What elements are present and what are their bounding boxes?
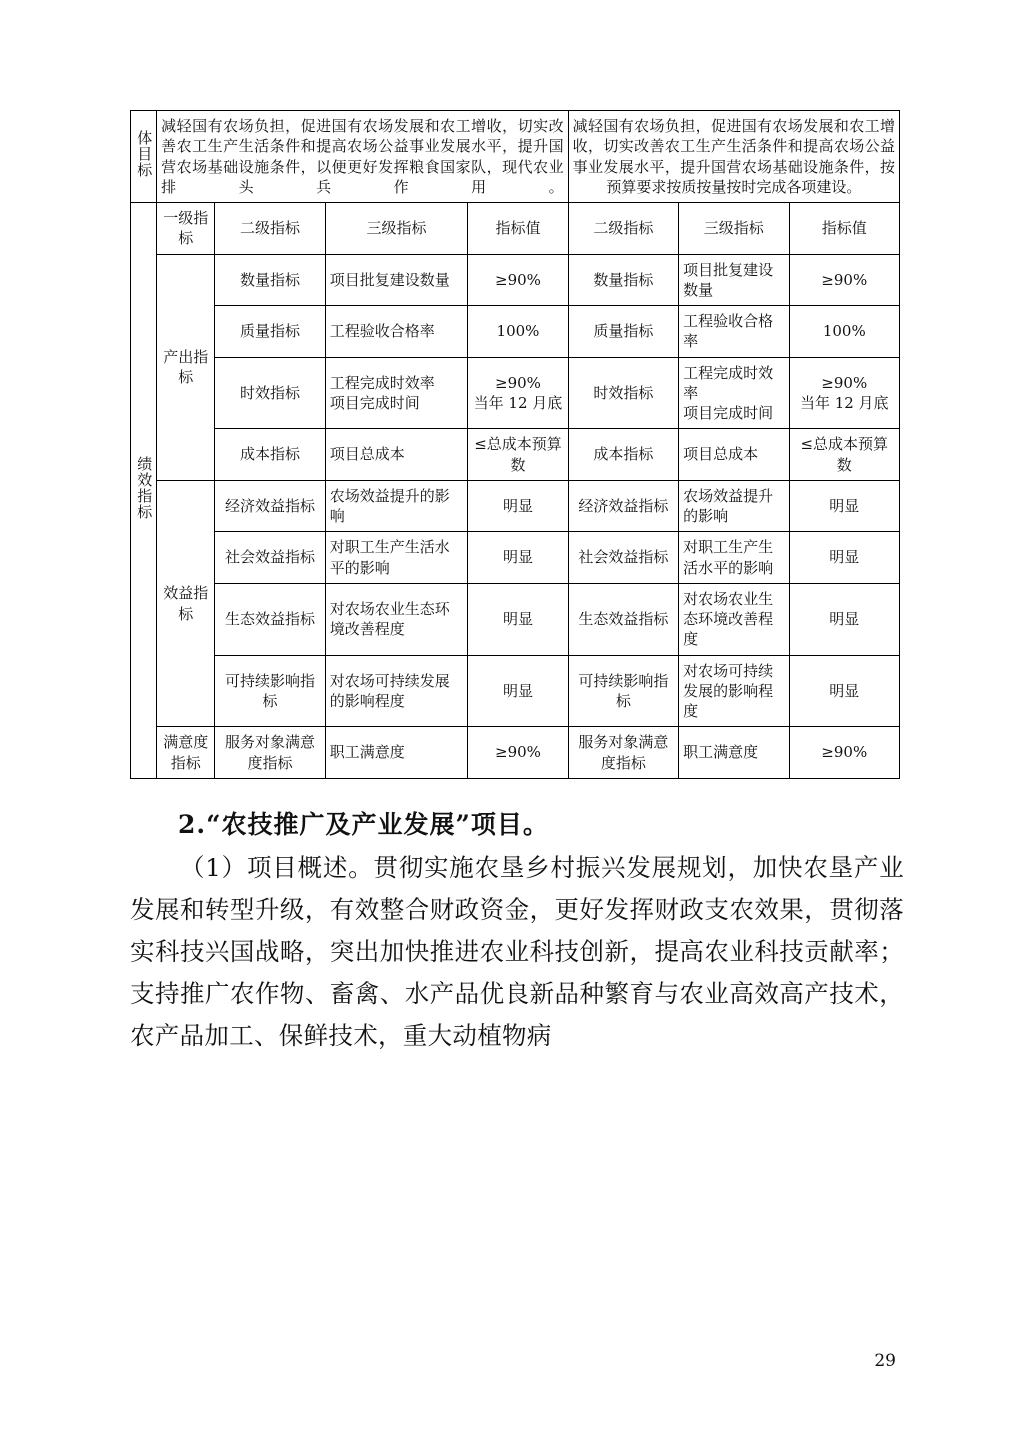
cell-right-level3: 对农场可持续发展的影响程度 bbox=[679, 655, 789, 727]
cell-right-level2: 成本指标 bbox=[568, 429, 678, 481]
cell-left-value-line2: 当年 12 月底 bbox=[473, 393, 563, 412]
header-value-left: 指标值 bbox=[468, 203, 568, 255]
section-heading: 2.“农技推广及产业发展”项目。 bbox=[178, 809, 549, 839]
cell-left-value: 100% bbox=[468, 306, 568, 358]
cell-right-value: ≥90% bbox=[789, 727, 899, 779]
cell-right-value: 明显 bbox=[789, 532, 899, 584]
cell-left-value: 明显 bbox=[468, 655, 568, 727]
cell-right-value-line1: ≥90% bbox=[821, 373, 868, 392]
cell-left-level2: 时效指标 bbox=[215, 357, 325, 429]
cell-right-level2: 服务对象满意度指标 bbox=[568, 727, 678, 779]
cell-right-level2: 数量指标 bbox=[568, 254, 678, 306]
group-label-satisfaction: 满意度指标 bbox=[157, 727, 215, 779]
goal-left: 减轻国有农场负担，促进国有农场发展和农工增收，切实改善农工生产生活条件和提高农场公益事业发展水平，提升国营农场基础设施条件，以便更好发挥粮食国家队，现代农业排头兵作用。 bbox=[157, 111, 569, 203]
table-row bbox=[131, 254, 900, 306]
cell-right-level3 bbox=[679, 357, 789, 429]
cell-right-level3: 对职工生产生活水平的影响 bbox=[679, 532, 789, 584]
cell-left-level3: 项目批复建设数量 bbox=[325, 254, 468, 306]
cell-left-value: 明显 bbox=[468, 532, 568, 584]
cell-right-value: 明显 bbox=[789, 583, 899, 655]
header-level2-right: 二级指标 bbox=[568, 203, 678, 255]
table-row bbox=[131, 357, 900, 429]
cell-left-level3: 项目总成本 bbox=[325, 429, 468, 481]
row-label-performance: 绩效指标 bbox=[131, 203, 157, 779]
table-row bbox=[131, 727, 900, 779]
cell-left-level3-line2: 项目完成时间 bbox=[329, 393, 420, 412]
table-row-headers bbox=[131, 203, 900, 255]
table-row bbox=[131, 583, 900, 655]
cell-left-level2: 生态效益指标 bbox=[215, 583, 325, 655]
cell-left-level2: 服务对象满意度指标 bbox=[215, 727, 325, 779]
cell-left-level3: 工程验收合格率 bbox=[325, 306, 468, 358]
cell-left-value: 明显 bbox=[468, 583, 568, 655]
cell-left-value: ≥90% bbox=[468, 727, 568, 779]
row-label-overall-goal: 体目标 bbox=[131, 111, 157, 203]
body-paragraph: （1）项目概述。贯彻实施农垦乡村振兴发展规划，加快农垦产业发展和转型升级，有效整合财政资金，更好发挥财政支农效果，贯彻落实科技兴国战略，突出加快推进农业科技创新，提高农业科技贡献率；支持推广农作物、畜禽、水产品优良新品种繁育与农业高效高产技术，农产品加工、保鲜技术，重大动植物病 bbox=[130, 852, 904, 1051]
cell-right-value: 明显 bbox=[789, 480, 899, 532]
cell-right-value bbox=[789, 357, 899, 429]
table-row bbox=[131, 532, 900, 584]
cell-left-level3: 对职工生产生活水平的影响 bbox=[325, 532, 468, 584]
group-label-output: 产出指标 bbox=[157, 254, 215, 480]
cell-left-value-line1: ≥90% bbox=[495, 373, 541, 392]
goal-right: 减轻国有农场负担，促进国有农场发展和农工增收，切实改善农工生产生活条件和提高农场公益事业发展水平，提升国营农场基础设施条件，按预算要求按质按量按时完成各项建设。 bbox=[568, 111, 899, 203]
cell-left-value: 明显 bbox=[468, 480, 568, 532]
cell-right-level2: 时效指标 bbox=[568, 357, 678, 429]
performance-indicator-table bbox=[130, 110, 900, 779]
cell-left-value bbox=[468, 357, 568, 429]
header-value-right: 指标值 bbox=[789, 203, 899, 255]
cell-left-level2: 社会效益指标 bbox=[215, 532, 325, 584]
cell-right-level3: 项目总成本 bbox=[679, 429, 789, 481]
header-level1: 一级指标 bbox=[157, 203, 215, 255]
table-row-overall-goal bbox=[131, 111, 900, 203]
cell-right-level2: 质量指标 bbox=[568, 306, 678, 358]
page-number: 29 bbox=[874, 1351, 896, 1371]
cell-left-level3: 对农场农业生态环境改善程度 bbox=[325, 583, 468, 655]
cell-right-level3: 对农场农业生态环境改善程度 bbox=[679, 583, 789, 655]
cell-left-level3: 对农场可持续发展的影响程度 bbox=[325, 655, 468, 727]
cell-left-value: ≤总成本预算数 bbox=[468, 429, 568, 481]
table-row bbox=[131, 306, 900, 358]
table-body bbox=[131, 111, 900, 779]
cell-right-level3: 工程验收合格率 bbox=[679, 306, 789, 358]
cell-right-level3: 项目批复建设数量 bbox=[679, 254, 789, 306]
cell-right-value-line2: 当年 12 月底 bbox=[799, 393, 889, 412]
table-row bbox=[131, 480, 900, 532]
cell-left-level3: 农场效益提升的影响 bbox=[325, 480, 468, 532]
cell-right-level2: 经济效益指标 bbox=[568, 480, 678, 532]
cell-left-level2: 数量指标 bbox=[215, 254, 325, 306]
header-level3-left: 三级指标 bbox=[325, 203, 468, 255]
group-label-benefit: 效益指标 bbox=[157, 480, 215, 727]
cell-left-level3 bbox=[325, 357, 468, 429]
cell-right-level3: 职工满意度 bbox=[679, 727, 789, 779]
cell-right-level2: 社会效益指标 bbox=[568, 532, 678, 584]
cell-right-value: 明显 bbox=[789, 655, 899, 727]
cell-left-level2: 可持续影响指标 bbox=[215, 655, 325, 727]
table-row bbox=[131, 429, 900, 481]
cell-left-value: ≥90% bbox=[468, 254, 568, 306]
cell-left-level2: 成本指标 bbox=[215, 429, 325, 481]
cell-left-level3-line1: 工程完成时效率 bbox=[329, 373, 435, 392]
cell-left-level3: 职工满意度 bbox=[325, 727, 468, 779]
header-level3-right: 三级指标 bbox=[679, 203, 789, 255]
cell-right-level3-line1: 工程完成时效率 bbox=[683, 363, 774, 402]
cell-right-level3-line2: 项目完成时间 bbox=[683, 404, 774, 422]
cell-left-level2: 经济效益指标 bbox=[215, 480, 325, 532]
cell-right-level3: 农场效益提升的影响 bbox=[679, 480, 789, 532]
cell-right-level2: 生态效益指标 bbox=[568, 583, 678, 655]
cell-right-value: ≤总成本预算数 bbox=[789, 429, 899, 481]
cell-right-value: ≥90% bbox=[789, 254, 899, 306]
cell-right-value: 100% bbox=[789, 306, 899, 358]
header-level2-left: 二级指标 bbox=[215, 203, 325, 255]
table-row bbox=[131, 655, 900, 727]
cell-right-level2: 可持续影响指标 bbox=[568, 655, 678, 727]
cell-left-level2: 质量指标 bbox=[215, 306, 325, 358]
